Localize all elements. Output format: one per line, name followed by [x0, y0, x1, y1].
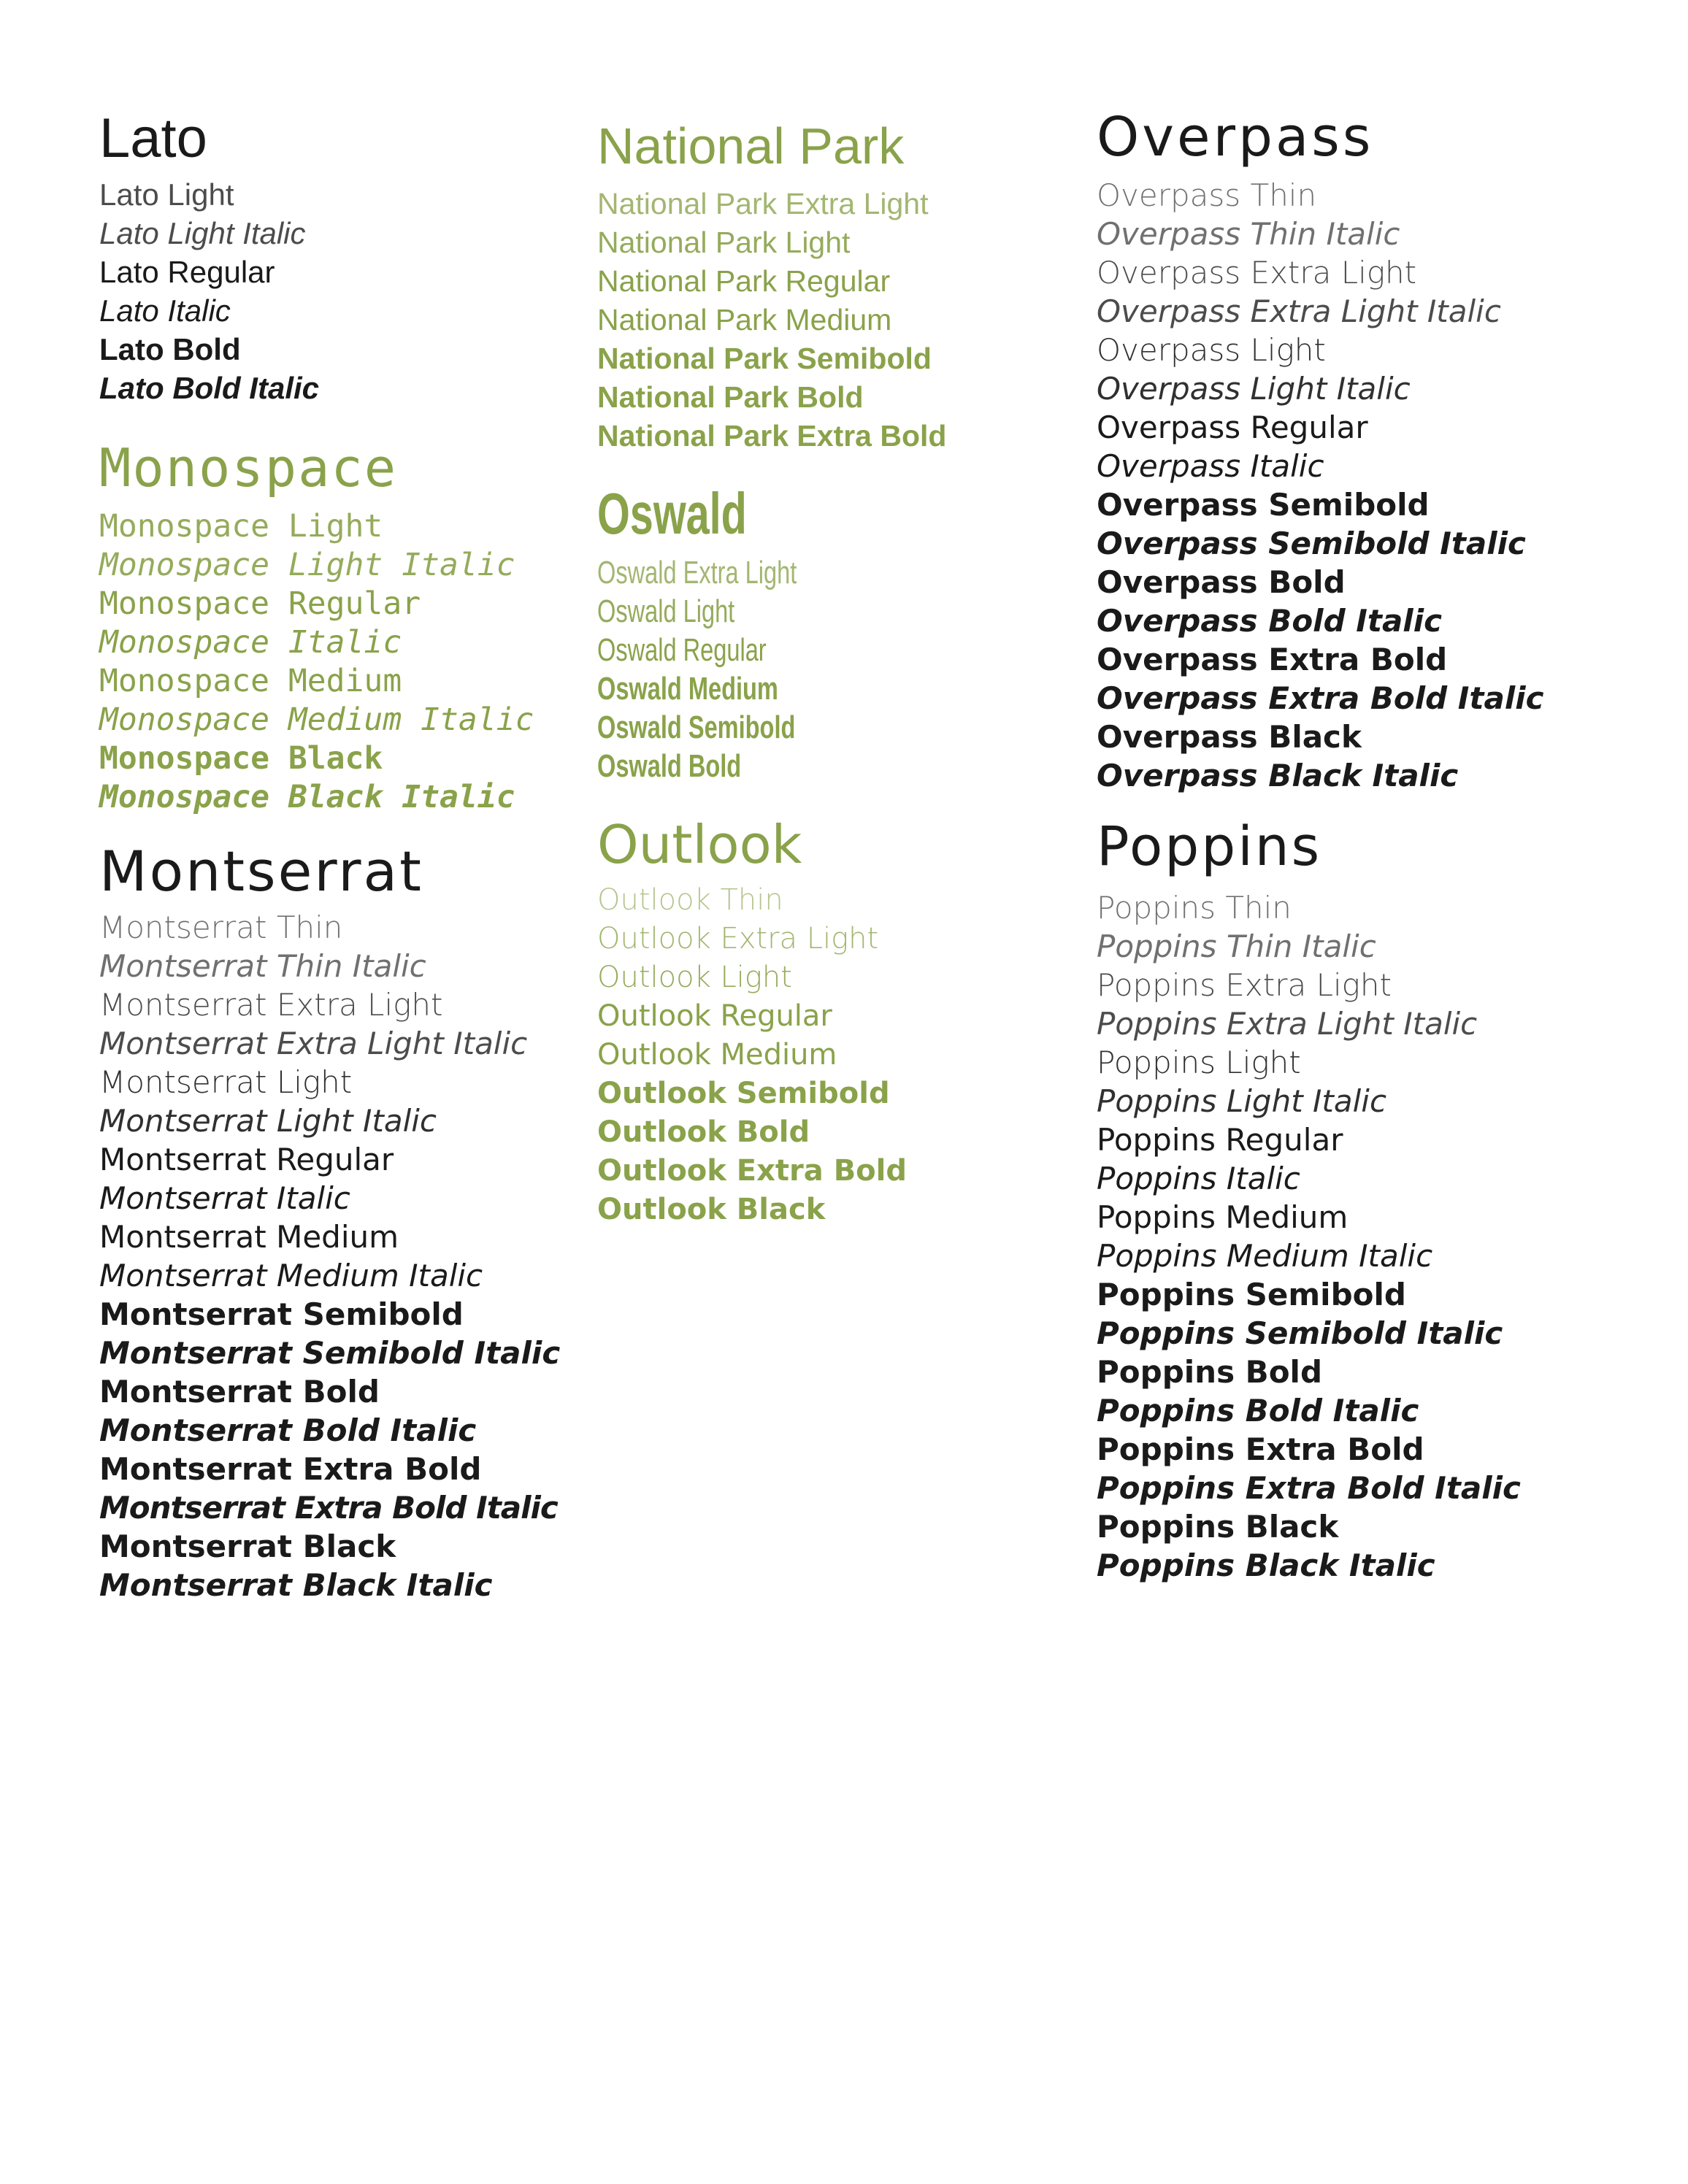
variant-list-monospace [99, 507, 534, 817]
variant-monospace-medium-italic: Monospace Medium Italic [99, 701, 534, 739]
variant-poppins-thin: Poppins Thin [1097, 890, 1292, 926]
family-title-national-park: National Park [597, 118, 905, 174]
variant-outlook-extra-bold: Outlook Extra Bold [597, 1154, 908, 1188]
variant-montserrat-semibold-italic: Montserrat Semibold Italic [99, 1334, 561, 1371]
variant-national-park-bold: National Park Bold [597, 380, 864, 414]
variant-montserrat-semibold: Montserrat Semibold [99, 1296, 464, 1332]
variant-outlook-semibold: Outlook Semibold [597, 1077, 890, 1111]
variant-poppins-medium: Poppins Medium [1097, 1199, 1349, 1236]
variant-lato-light: Lato Light [99, 177, 234, 212]
variant-oswald-regular: Oswald Regular [597, 632, 767, 668]
family-oswald [597, 482, 867, 785]
variant-list-oswald [597, 553, 867, 785]
variant-lato-light-italic: Lato Light Italic [99, 215, 306, 250]
family-title-oswald: Oswald [597, 481, 747, 546]
variant-outlook-black: Outlook Black [597, 1193, 826, 1227]
variant-montserrat-black: Montserrat Black [99, 1528, 396, 1564]
variant-overpass-semibold: Overpass Semibold [1097, 487, 1430, 523]
variant-montserrat-extra-bold: Montserrat Extra Bold [99, 1450, 482, 1487]
variant-montserrat-bold: Montserrat Bold [99, 1373, 380, 1410]
variant-overpass-extra-bold-italic: Overpass Extra Bold Italic [1097, 680, 1544, 717]
variant-monospace-light: Monospace Light [99, 508, 383, 545]
family-montserrat [99, 841, 560, 1604]
variant-national-park-semibold: National Park Semibold [597, 342, 932, 375]
variant-overpass-semibold-italic: Overpass Semibold Italic [1097, 526, 1526, 562]
variant-lato-bold: Lato Bold [99, 331, 241, 366]
variant-poppins-italic: Poppins Italic [1097, 1161, 1300, 1197]
variant-montserrat-black-italic: Montserrat Black Italic [99, 1566, 493, 1603]
variant-outlook-extra-light: Outlook Extra Light [597, 922, 879, 956]
family-title-poppins: Poppins [1097, 815, 1322, 878]
variant-poppins-extra-bold-italic: Poppins Extra Bold Italic [1097, 1470, 1521, 1507]
variant-poppins-extra-bold: Poppins Extra Bold [1097, 1431, 1424, 1468]
variant-poppins-semibold: Poppins Semibold [1097, 1277, 1406, 1313]
variant-poppins-black-italic: Poppins Black Italic [1097, 1547, 1435, 1584]
variant-poppins-thin-italic: Poppins Thin Italic [1097, 928, 1376, 965]
variant-monospace-black: Monospace Black [99, 740, 383, 777]
variant-oswald-bold: Oswald Bold [597, 748, 742, 784]
variant-national-park-regular: National Park Regular [597, 264, 891, 298]
variant-national-park-light: National Park Light [597, 226, 851, 259]
family-national-park [597, 118, 946, 455]
variant-poppins-extra-light-italic: Poppins Extra Light Italic [1097, 1006, 1478, 1042]
variant-montserrat-extra-bold-italic: Montserrat Extra Bold Italic [99, 1489, 558, 1526]
variant-montserrat-regular: Montserrat Regular [99, 1141, 394, 1177]
variant-overpass-extra-light: Overpass Extra Light [1097, 255, 1417, 291]
variant-montserrat-thin-italic: Montserrat Thin Italic [99, 947, 426, 984]
variant-monospace-black-italic: Monospace Black Italic [99, 779, 515, 816]
variant-overpass-thin-italic: Overpass Thin Italic [1097, 216, 1400, 253]
variant-outlook-thin: Outlook Thin [597, 883, 783, 918]
variant-list-national-park [597, 185, 946, 455]
variant-montserrat-thin: Montserrat Thin [99, 909, 343, 945]
variant-poppins-light: Poppins Light [1097, 1045, 1301, 1081]
variant-outlook-medium: Outlook Medium [597, 1038, 837, 1072]
variant-list-outlook [597, 881, 907, 1229]
variant-poppins-black: Poppins Black [1097, 1509, 1339, 1545]
variant-outlook-light: Outlook Light [597, 961, 792, 995]
variant-oswald-medium: Oswald Medium [597, 671, 778, 707]
variant-overpass-extra-light-italic: Overpass Extra Light Italic [1097, 293, 1501, 330]
variant-oswald-extra-light: Oswald Extra Light [597, 555, 797, 591]
variant-national-park-extra-bold: National Park Extra Bold [597, 419, 947, 453]
variant-overpass-italic: Overpass Italic [1097, 448, 1324, 485]
variant-outlook-regular: Outlook Regular [597, 999, 832, 1034]
variant-montserrat-light-italic: Montserrat Light Italic [99, 1102, 437, 1139]
variant-lato-bold-italic: Lato Bold Italic [99, 370, 320, 405]
variant-poppins-semibold-italic: Poppins Semibold Italic [1097, 1315, 1503, 1352]
variant-outlook-bold: Outlook Bold [597, 1115, 810, 1150]
variant-poppins-bold: Poppins Bold [1097, 1354, 1323, 1391]
family-lato [99, 108, 319, 407]
variant-montserrat-light: Montserrat Light [99, 1064, 353, 1100]
variant-lato-regular: Lato Regular [99, 254, 275, 289]
variant-montserrat-medium-italic: Montserrat Medium Italic [99, 1257, 483, 1293]
variant-national-park-medium: National Park Medium [597, 303, 892, 337]
variant-lato-italic: Lato Italic [99, 293, 231, 328]
family-overpass [1097, 108, 1544, 795]
variant-monospace-regular: Monospace Regular [99, 585, 421, 623]
variant-overpass-light: Overpass Light [1097, 332, 1326, 369]
variant-montserrat-extra-light: Montserrat Extra Light [99, 986, 443, 1023]
variant-poppins-medium-italic: Poppins Medium Italic [1097, 1238, 1433, 1274]
variant-poppins-light-italic: Poppins Light Italic [1097, 1083, 1387, 1120]
family-title-lato: Lato [99, 107, 207, 169]
variant-overpass-bold-italic: Overpass Bold Italic [1097, 603, 1442, 639]
variant-overpass-extra-bold: Overpass Extra Bold [1097, 642, 1448, 678]
variant-overpass-regular: Overpass Regular [1097, 410, 1368, 446]
family-monospace [99, 439, 534, 817]
variant-montserrat-extra-light-italic: Montserrat Extra Light Italic [99, 1025, 528, 1061]
variant-poppins-bold-italic: Poppins Bold Italic [1097, 1393, 1419, 1429]
variant-oswald-semibold: Oswald Semibold [597, 710, 796, 745]
variant-oswald-light: Oswald Light [597, 593, 735, 629]
variant-list-montserrat [99, 908, 560, 1604]
variant-poppins-extra-light: Poppins Extra Light [1097, 967, 1392, 1004]
variant-poppins-regular: Poppins Regular [1097, 1122, 1343, 1158]
variant-overpass-bold: Overpass Bold [1097, 564, 1346, 601]
variant-overpass-black: Overpass Black [1097, 719, 1362, 755]
family-title-monospace: Monospace [99, 437, 398, 499]
variant-national-park-extra-light: National Park Extra Light [597, 187, 929, 220]
variant-monospace-italic: Monospace Italic [99, 624, 402, 661]
variant-list-poppins [1097, 888, 1521, 1585]
variant-overpass-light-italic: Overpass Light Italic [1097, 371, 1411, 407]
variant-overpass-thin: Overpass Thin [1097, 177, 1317, 214]
variant-list-overpass [1097, 176, 1544, 795]
variant-montserrat-italic: Montserrat Italic [99, 1180, 350, 1216]
family-title-outlook: Outlook [597, 814, 802, 875]
variant-monospace-medium: Monospace Medium [99, 663, 402, 700]
variant-montserrat-bold-italic: Montserrat Bold Italic [99, 1412, 477, 1448]
family-title-montserrat: Montserrat [99, 839, 423, 904]
family-outlook [597, 816, 907, 1229]
variant-monospace-light-italic: Monospace Light Italic [99, 547, 515, 584]
variant-list-lato [99, 175, 319, 407]
family-poppins [1097, 815, 1521, 1585]
variant-montserrat-medium: Montserrat Medium [99, 1218, 399, 1255]
family-title-overpass: Overpass [1097, 106, 1374, 169]
variant-overpass-black-italic: Overpass Black Italic [1097, 758, 1459, 794]
